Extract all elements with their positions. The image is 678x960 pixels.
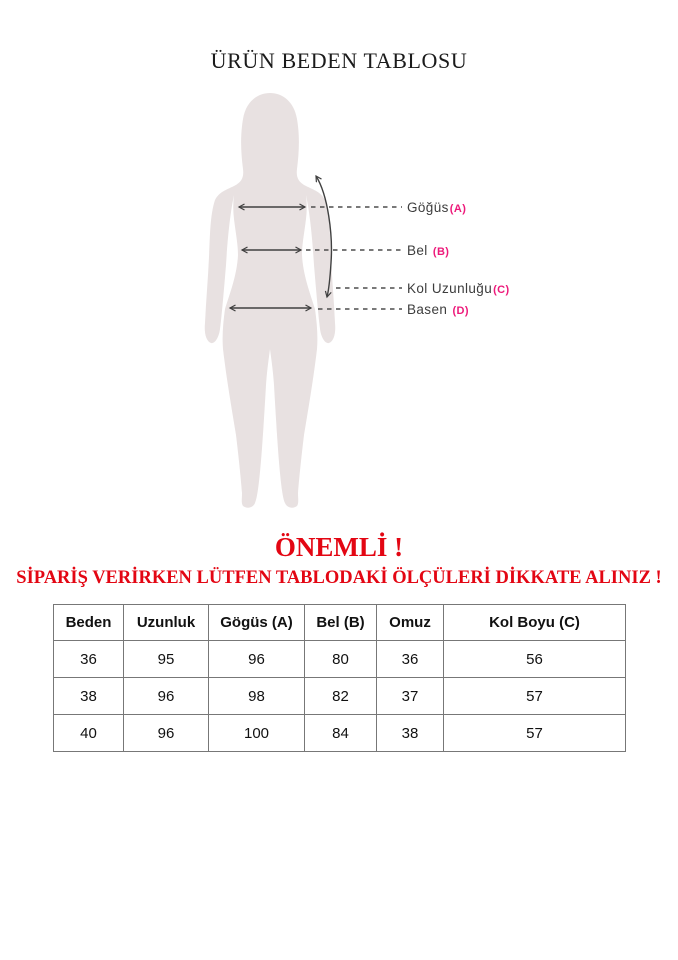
size-table-header-row bbox=[54, 605, 626, 641]
label-sleeve bbox=[407, 281, 510, 296]
cell: 57 bbox=[444, 715, 626, 752]
col-header-beden: Beden bbox=[54, 605, 124, 641]
label-chest-letter: (A) bbox=[449, 203, 467, 215]
label-waist-text: Bel bbox=[407, 243, 428, 258]
cell: 40 bbox=[54, 715, 124, 752]
col-header-uzunluk: Uzunluk bbox=[124, 605, 209, 641]
body-measurement-diagram bbox=[170, 85, 405, 515]
cell: 56 bbox=[444, 641, 626, 678]
page-title: ÜRÜN BEDEN TABLOSU bbox=[210, 48, 468, 73]
cell: 84 bbox=[305, 715, 377, 752]
col-header-gogus: Gögüs (A) bbox=[209, 605, 305, 641]
cell: 96 bbox=[209, 641, 305, 678]
size-table bbox=[53, 604, 626, 752]
col-header-omuz: Omuz bbox=[377, 605, 444, 641]
label-sleeve-letter: (C) bbox=[493, 284, 510, 296]
label-hip-letter: (D) bbox=[452, 305, 469, 317]
notice-heading: ÖNEMLİ ! bbox=[274, 532, 404, 562]
col-header-bel: Bel (B) bbox=[305, 605, 377, 641]
label-waist-letter: (B) bbox=[432, 246, 450, 258]
cell: 96 bbox=[124, 678, 209, 715]
table-row bbox=[54, 641, 626, 678]
cell: 37 bbox=[377, 678, 444, 715]
cell: 96 bbox=[124, 715, 209, 752]
cell: 98 bbox=[209, 678, 305, 715]
cell: 57 bbox=[444, 678, 626, 715]
table-row bbox=[54, 715, 626, 752]
cell: 100 bbox=[209, 715, 305, 752]
cell: 38 bbox=[54, 678, 124, 715]
label-hip-text: Basen bbox=[407, 302, 448, 317]
label-waist bbox=[407, 243, 449, 258]
cell: 38 bbox=[377, 715, 444, 752]
cell: 82 bbox=[305, 678, 377, 715]
body-silhouette-shape bbox=[205, 93, 336, 508]
cell: 36 bbox=[377, 641, 444, 678]
table-row bbox=[54, 678, 626, 715]
label-hip bbox=[407, 302, 469, 317]
cell: 36 bbox=[54, 641, 124, 678]
cell: 80 bbox=[305, 641, 377, 678]
label-chest bbox=[407, 200, 466, 215]
label-sleeve-text: Kol Uzunluğu bbox=[407, 281, 493, 296]
cell: 95 bbox=[124, 641, 209, 678]
notice-warning: SİPARİŞ VERİRKEN LÜTFEN TABLODAKİ ÖLÇÜLERİ DİKKATE ALINIZ ! bbox=[16, 568, 662, 588]
col-header-kol-boyu: Kol Boyu (C) bbox=[444, 605, 626, 641]
label-chest-text: Göğüs bbox=[407, 200, 449, 215]
